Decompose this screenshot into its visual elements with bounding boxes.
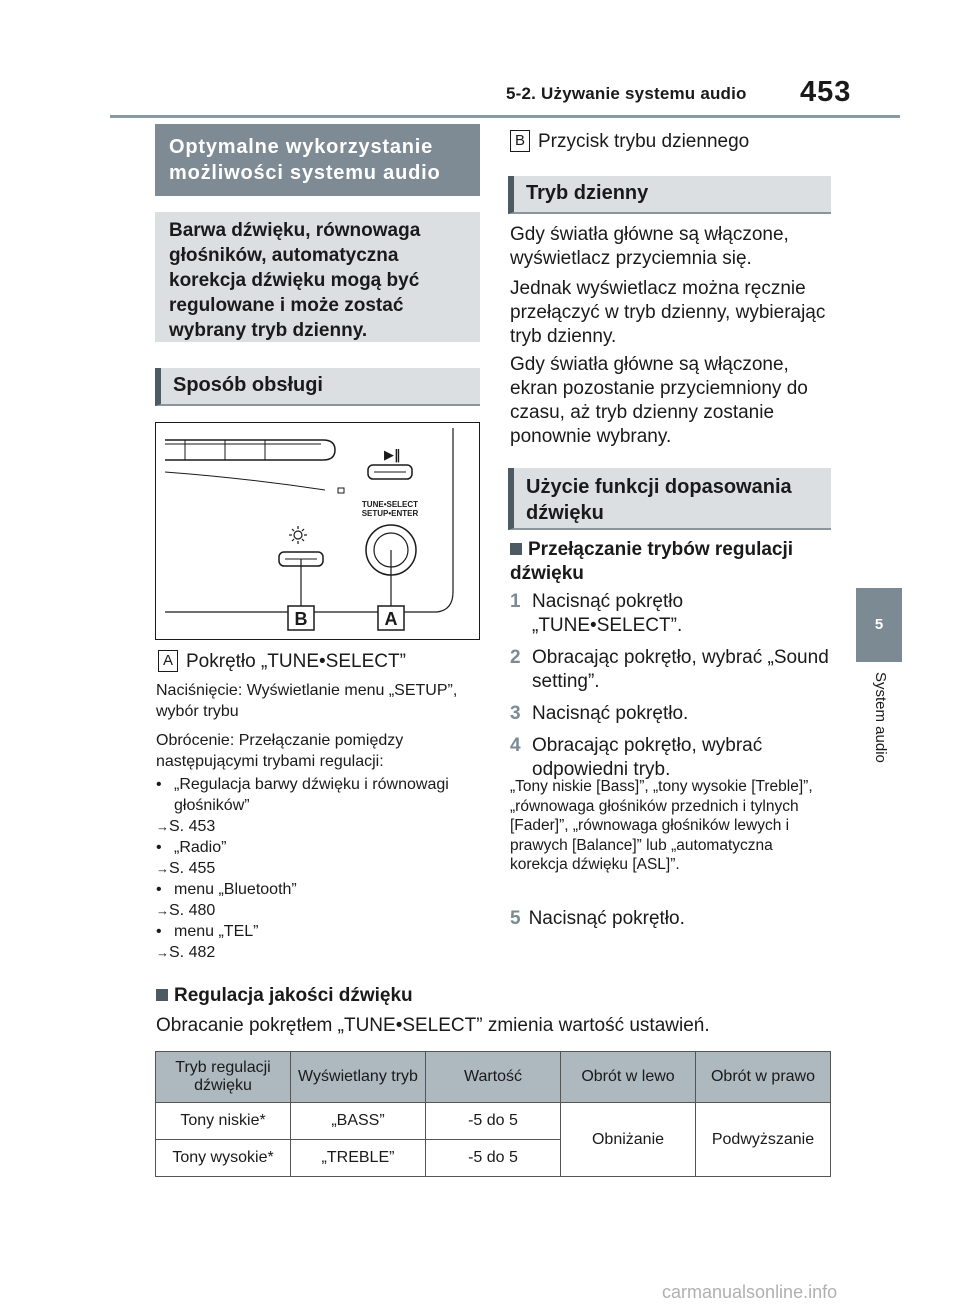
table-cell-turn-left: Obniżanie bbox=[561, 1103, 696, 1177]
intro-box: Barwa dźwięku, równowaga głośników, automatyczna korekcja dźwięku mogą być regulowane i może zostać wybrany tryb dzienny. bbox=[155, 212, 480, 342]
knob-label-setup: SETUP•ENTER bbox=[361, 509, 419, 518]
page-number: 453 bbox=[800, 76, 852, 108]
control-panel-illustration bbox=[155, 422, 480, 640]
step-note: „Tony niskie [Bass]”, „tony wysokie [Treble]”, „równowaga głośników przednich i tylnych [Fader]”, „równowaga głośników lewych i prawych [Balance]” lub „automatyczna korekcja dźwięku [ASL]”. bbox=[510, 778, 813, 873]
step-text: Nacisnąć pokrętło „TUNE•SELECT”. bbox=[532, 591, 684, 636]
square-bullet-icon bbox=[156, 989, 168, 1001]
mode-list bbox=[156, 774, 486, 963]
step-text: Nacisnąć pokrętło. bbox=[528, 908, 685, 929]
table-cell: Tony niskie* bbox=[156, 1103, 291, 1140]
turn-description: Obrócenie: Przełączanie pomiędzy następującymi trybami regulacji: bbox=[156, 732, 404, 770]
table-cell: -5 do 5 bbox=[426, 1103, 561, 1140]
main-heading: Optymalne wykorzystanie możliwości systemu audio bbox=[155, 124, 480, 196]
table-header-row bbox=[156, 1052, 831, 1103]
table-cell: „BASS” bbox=[291, 1103, 426, 1140]
page-reference[interactable]: →S. 453 bbox=[156, 818, 216, 835]
day-paragraph-3: Gdy światła główne są włączone, ekran pozostanie przyciemniony do czasu, aż tryb dzienny zostanie ponownie wybrany. bbox=[510, 354, 808, 447]
table-row bbox=[156, 1103, 831, 1140]
step-text: Obracając pokrętło, wybrać odpowiedni tryb. bbox=[532, 735, 763, 780]
col-header: Tryb regulacji dźwięku bbox=[156, 1052, 291, 1103]
col-header: Obrót w lewo bbox=[561, 1052, 696, 1103]
table-cell-turn-right: Podwyższanie bbox=[696, 1103, 831, 1177]
quality-heading bbox=[156, 984, 413, 1008]
day-paragraph-2: Jednak wyświetlacz można ręcznie przełączyć w tryb dzienny, wybierając tryb dzienny. bbox=[510, 278, 826, 347]
step-item bbox=[510, 734, 830, 782]
press-description: Naciśnięcie: Wyświetlanie menu „SETUP”, wybór trybu bbox=[156, 682, 458, 720]
callout-a: A bbox=[384, 609, 398, 629]
col-header: Wartość bbox=[426, 1052, 561, 1103]
col-header: Wyświetlany tryb bbox=[291, 1052, 426, 1103]
step-number: 3 bbox=[510, 703, 521, 724]
list-item-text: • „Regulacja barwy dźwięku i równowagi głośników” bbox=[156, 776, 449, 814]
page-reference[interactable]: →S. 455 bbox=[156, 860, 216, 877]
table-cell: Tony wysokie* bbox=[156, 1140, 291, 1177]
step-number: 2 bbox=[510, 647, 521, 668]
step-item bbox=[510, 590, 830, 638]
letter-b: B bbox=[510, 130, 530, 152]
subheading-sound-adjust: Użycie funkcji dopasowania dźwięku bbox=[508, 468, 831, 530]
switch-heading-text: Przełączanie trybów regulacji dźwięku bbox=[510, 539, 794, 584]
quality-heading-text: Regulacja jakości dźwięku bbox=[174, 985, 413, 1006]
watermark: carmanualsonline.info bbox=[662, 1282, 838, 1302]
knob-label-tune: TUNE•SELECT bbox=[361, 500, 419, 509]
step-item bbox=[510, 646, 830, 694]
list-item bbox=[156, 879, 486, 921]
subheading-day-mode: Tryb dzienny bbox=[508, 176, 831, 214]
step-number: 4 bbox=[510, 735, 521, 756]
subheading-operation: Sposób obsługi bbox=[155, 368, 480, 406]
step-number: 1 bbox=[510, 591, 521, 612]
step-text: Obracając pokrętło, wybrać „Sound setting”. bbox=[532, 647, 829, 692]
step-item bbox=[510, 702, 830, 726]
list-item bbox=[156, 921, 486, 963]
step-5 bbox=[510, 907, 830, 931]
letter-a: A bbox=[158, 650, 178, 672]
chapter-tab: 5 bbox=[856, 588, 902, 662]
step-number: 5 bbox=[510, 908, 521, 929]
page-reference[interactable]: →S. 482 bbox=[156, 944, 216, 961]
chapter-label-text: System audio bbox=[872, 672, 889, 763]
list-item-text: • menu „TEL” bbox=[156, 923, 259, 940]
quality-description: Obracanie pokrętłem „TUNE•SELECT” zmienia wartość ustawień. bbox=[156, 1015, 710, 1036]
step-list bbox=[510, 590, 830, 790]
callout-b: B bbox=[294, 609, 308, 629]
section-title: 5-2. Używanie systemu audio bbox=[506, 84, 747, 103]
col-header: Obrót w prawo bbox=[696, 1052, 831, 1103]
list-item bbox=[156, 774, 486, 837]
square-bullet-icon bbox=[510, 543, 522, 555]
table-cell: -5 do 5 bbox=[426, 1140, 561, 1177]
sound-settings-table bbox=[155, 1051, 831, 1177]
switch-heading bbox=[510, 538, 830, 586]
step-text: Nacisnąć pokrętło. bbox=[532, 703, 689, 724]
day-button-title-text: Przycisk trybu dziennego bbox=[538, 131, 750, 152]
list-item bbox=[156, 837, 486, 879]
list-item-text: • menu „Bluetooth” bbox=[156, 881, 297, 898]
chapter-label bbox=[858, 672, 904, 792]
page-reference[interactable]: →S. 480 bbox=[156, 902, 216, 919]
table-cell: „TREBLE” bbox=[291, 1140, 426, 1177]
header-divider bbox=[110, 115, 900, 118]
day-button-title bbox=[510, 130, 830, 154]
knob-title bbox=[158, 650, 478, 674]
list-item-text: • „Radio” bbox=[156, 839, 227, 856]
day-paragraph-1: Gdy światła główne są włączone, wyświetlacz przyciemnia się. bbox=[510, 224, 789, 269]
knob-title-text: Pokrętło „TUNE•SELECT” bbox=[186, 651, 406, 672]
play-pause-icon: ▶‖ bbox=[384, 448, 401, 463]
